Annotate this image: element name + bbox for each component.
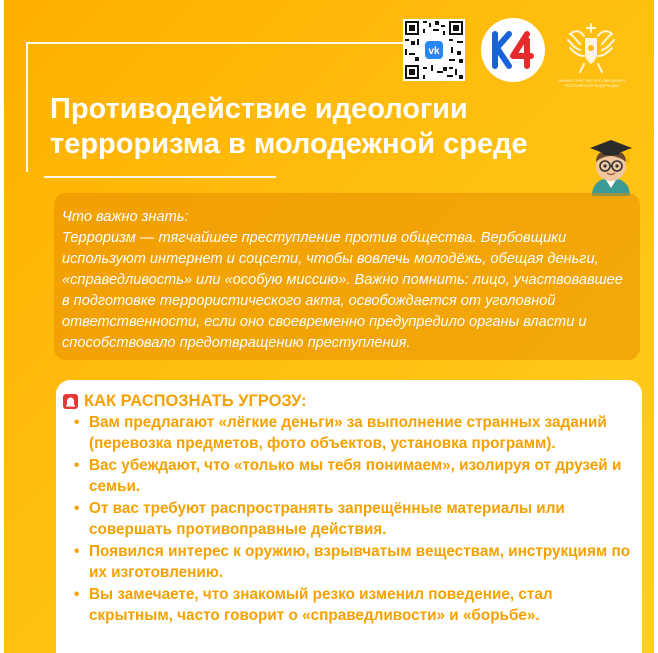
page-title (50, 92, 528, 162)
title-line-2: терроризма в молодежной среде (50, 128, 528, 160)
title-line-1: Противодействие идеологии (50, 93, 468, 125)
frame-line-left (26, 42, 28, 172)
list-item: • Вы замечаете, что знакомый резко изменил поведение, стал скрытным, часто говорит о «справедливости» и «борьбе». (63, 585, 632, 626)
info-box (54, 193, 640, 360)
brand-logo (481, 18, 545, 82)
list-item: • От вас требуют распространять запрещённые материалы или совершать противоправные действия. (63, 499, 632, 540)
threat-box (56, 380, 642, 653)
threat-heading: КАК РАСПОЗНАТЬ УГРОЗУ: (84, 392, 307, 410)
frame-line-top (26, 42, 406, 44)
threat-list (63, 413, 632, 626)
graduate-mascot-icon (584, 136, 638, 196)
frame-line-bottom (44, 176, 276, 178)
list-item: • Появился интерес к оружию, взрывчатым веществам, инструкциям по их изготовлению. (63, 542, 632, 583)
svg-text:vk: vk (428, 45, 440, 57)
qr-code-icon[interactable] (403, 19, 465, 81)
poster (4, 0, 654, 653)
info-body: Терроризм — тягчайшее преступление против общества. Вербовщики используют интернет и соцсети, чтобы вовлечь молодёжь, обещая деньги, «справедливость» или «особую миссию». Важно помнить: лицо, участвовавшее в подготовке террористического акта, освобождается от уголовной ответственности, если оно своевременно предупредило органы власти и способствовало предотвращению преступления. (62, 230, 623, 351)
list-item: • Вас убеждают, что «только мы тебя понимаем», изолируя от друзей и семьи. (63, 456, 632, 497)
ministry-caption: МИНИСТЕРСТВО ПРОСВЕЩЕНИЯ РОССИЙСКОЙ ФЕДЕРАЦИИ (558, 78, 626, 88)
siren-icon (63, 394, 78, 409)
info-heading: Что важно знать: (62, 209, 189, 225)
threat-heading-row (63, 391, 632, 412)
list-item: • Вам предлагают «лёгкие деньги» за выполнение странных заданий (перевозка предметов, фото объектов, установка программ). (63, 413, 632, 454)
emblem-icon (560, 18, 622, 80)
